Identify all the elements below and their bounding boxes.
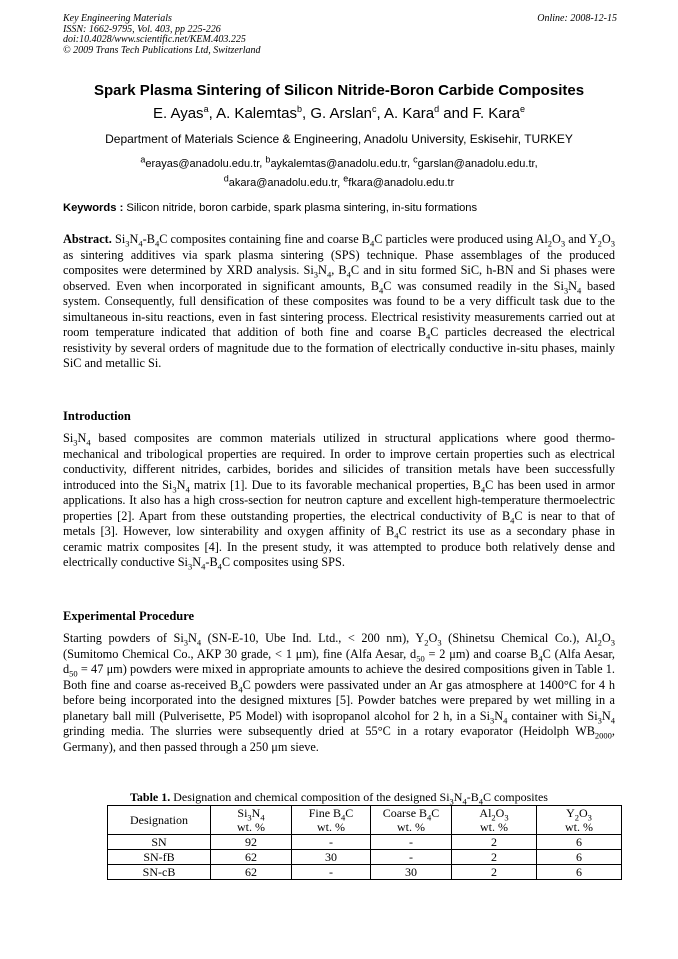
table-header-cell: Coarse $B_4C$ wt. % (371, 806, 452, 835)
table-cell: - (371, 835, 452, 850)
table-header-cell: $Si_3N_4$ wt. % (211, 806, 292, 835)
table-cell: 2 (452, 850, 537, 865)
table-cell: SN (108, 835, 211, 850)
table-cell: 6 (537, 865, 622, 880)
doi-line: doi:10.4028/www.scientific.net/KEM.403.225 (63, 34, 246, 46)
author-affil-mark: b (296, 104, 302, 114)
table-cell: 30 (371, 865, 452, 880)
table-row (108, 850, 622, 865)
table-cell: - (292, 835, 371, 850)
author-affil-mark: a (203, 104, 209, 114)
table-caption-label: Table 1. (130, 790, 171, 804)
introduction-heading: Introduction (63, 409, 131, 423)
experimental-heading: Experimental Procedure (63, 609, 195, 623)
author-name: E. Ayas$^a$ (152, 104, 209, 122)
experimental-text: Starting powders of $Si_3N_4$ (SN-E-10, Ube Ind. Ltd., < 200 nm), $Y_2O_3$ (Shinetsu Chemical Co.), $Al_2O_3$ (Sumitomo Chemical Co., AKP 30 grade, < 1 μm), fine (Alfa Aesar, $d_{50} = 2$ μm) and coarse $B_4C$ (Alfa Aesar, $d_{50} = 47$ μm) powders were mixed in appropriate amounts to achieve the desired compositions given in Table 1. Both fine and coarse as-received $B_4C$ powders were passivated under an Ar gas atmosphere at 1400°C for 4 h before being incorporated into the designed mixtures [5]. Powder batches were prepared by wet milling in a planetary ball mill (Pulverisette, P5 Model) with isopropanol alcohol for 2 h, in a $Si_3N_4$ container with $Si_3N_4$ grinding media. The slurries were subsequently dried at 55°C in a rotary evaporator (Heidolph $WB_{2000}$, Germany), and then passed through a 250 μm sieve. (63, 631, 616, 754)
journal-name: Key Engineering Materials (63, 13, 172, 24)
paper-title: Spark Plasma Sintering of Silicon Nitride-Boron Carbide Composites (93, 82, 585, 99)
table-header-cell: Designation (108, 806, 211, 835)
copyright-line: © 2009 Trans Tech Publications Ltd, Switzerland (63, 44, 261, 56)
table-cell: 2 (452, 865, 537, 880)
author-affil-mark: d (434, 104, 440, 114)
table-cell: SN-cB (108, 865, 211, 880)
table-cell: 6 (537, 835, 622, 850)
table-cell: 92 (211, 835, 292, 850)
table-body (108, 835, 622, 880)
table-row (108, 835, 622, 850)
keywords (63, 202, 617, 214)
table-header-cell: Fine $B_4C$ wt. % (292, 806, 371, 835)
online-date: Online: 2008-12-15 (537, 13, 617, 24)
affiliation: Department of Materials Science & Engineering, Anadolu University, Eskisehir, TURKEY (105, 132, 573, 146)
author-name: A. Kalemtas$^b$ (216, 104, 302, 122)
table-cell: 62 (211, 865, 292, 880)
composition-table (107, 805, 622, 880)
author-list: E. Ayas$^a$, A. Kalemtas$^b$, G. Arslan$^c$, A. Kara$^d$ and F. Kara$^e$ (152, 104, 526, 122)
issn-line: ISSN: 1662-9795, Vol. 403, pp 225-226 (63, 23, 221, 35)
table-cell: 30 (292, 850, 371, 865)
author-email[interactable]: $^e$fkara@anadolu.edu.tr (343, 173, 455, 190)
abstract-text: $Si_3N_4-B_4C$ composites containing fine and coarse $B_4C$ particles were produced using $Al_2O_3$ and $Y_2O_3$ as sintering additives via spark plasma sintering (SPS) technique. Phase assemblages of the produced composites were determined by XRD analysis. $Si_3N_4$, $B_4C$ and in situ formed SiC, h-BN and Si phases were observed. Even when incorporated in significant amounts, $B_4C$ was consumed readily in the $Si_3N_4$ based system. Consequently, full densification of these composites was found to be a very difficult task due to the simultaneous in-situ reactions, even in fast sintering process. Electrical resistivity measurements carried out at room temperature indicated that addition of both fine and coarse $B_4C$ particles decreased the electrical resistivity by several orders of magnitude due to the formation of electrically conductive in-situ phases, mainly SiC and metallic Si. (63, 232, 616, 370)
table-row (108, 865, 622, 880)
keywords-text: Silicon nitride, boron carbide, spark plasma sintering, in-situ formations (126, 202, 478, 214)
author-email[interactable]: $^c$garslan@anadolu.edu.tr (413, 154, 535, 170)
table-caption (40, 790, 638, 805)
table-cell: 6 (537, 850, 622, 865)
table-cell: - (292, 865, 371, 880)
table-cell: - (371, 850, 452, 865)
table-header-cell: $Y_2O_3$ wt. % (537, 806, 622, 835)
abstract-label: Abstract. (63, 232, 112, 246)
author-email[interactable]: $^a$erayas@anadolu.edu.tr (140, 154, 260, 170)
author-name: F. Kara$^e$ (472, 104, 526, 122)
author-email[interactable]: $^d$akara@anadolu.edu.tr (223, 173, 338, 190)
introduction-text: $Si_3N_4$ based composites are common materials utilized in structural applications where good thermo-mechanical and tribological properties are required. In order to improve certain properties such as electrical conductivity, different nitrides, carbides, borides and silicides of transition metals have been successfully introduced into the $Si_3N_4$ matrix [1]. Due to its favorable mechanical properties, $B_4C$ has been used in armor applications. It also has a high cross-section for neutron capture and excellent high-temperature thermoelectric properties [2]. Apart from these outstanding properties, the electrical conductivity of $B_4C$ is near to that of metals [3]. However, low sinterability and oxygen affinity of $B_4C$ restrict its use as a secondary phase in ceramic matrix composites [4]. In the present study, it was attempted to produce both relatively dense and electrically conductive $Si_3N_4-B_4C$ composites using SPS. (63, 431, 616, 572)
author-name: G. Arslan$^c$ (310, 104, 377, 122)
table-cell: SN-fB (108, 850, 211, 865)
author-affil-mark: c (372, 104, 377, 114)
table-header-row (108, 806, 622, 835)
author-email[interactable]: $^b$aykalemtas@anadolu.edu.tr (265, 154, 407, 170)
author-name: A. Kara$^d$ (384, 104, 440, 122)
table-header-cell: $Al_2O_3$ wt. % (452, 806, 537, 835)
table-caption-text: Designation and chemical composition of the designed $Si_3N_4-B_4C$ composites (173, 790, 548, 807)
author-affil-mark: e (520, 104, 526, 114)
abstract (63, 232, 615, 372)
table-cell: 2 (452, 835, 537, 850)
author-emails: $^a$erayas@anadolu.edu.tr, $^b$aykalemtas@anadolu.edu.tr, $^c$garslan@anadolu.edu.tr, $^d$akara@anadolu.edu.tr, $^e$fkara@anadolu.edu.tr (140, 154, 538, 190)
journal-header (63, 14, 617, 56)
table-cell: 62 (211, 850, 292, 865)
keywords-label: Keywords : (63, 202, 124, 214)
